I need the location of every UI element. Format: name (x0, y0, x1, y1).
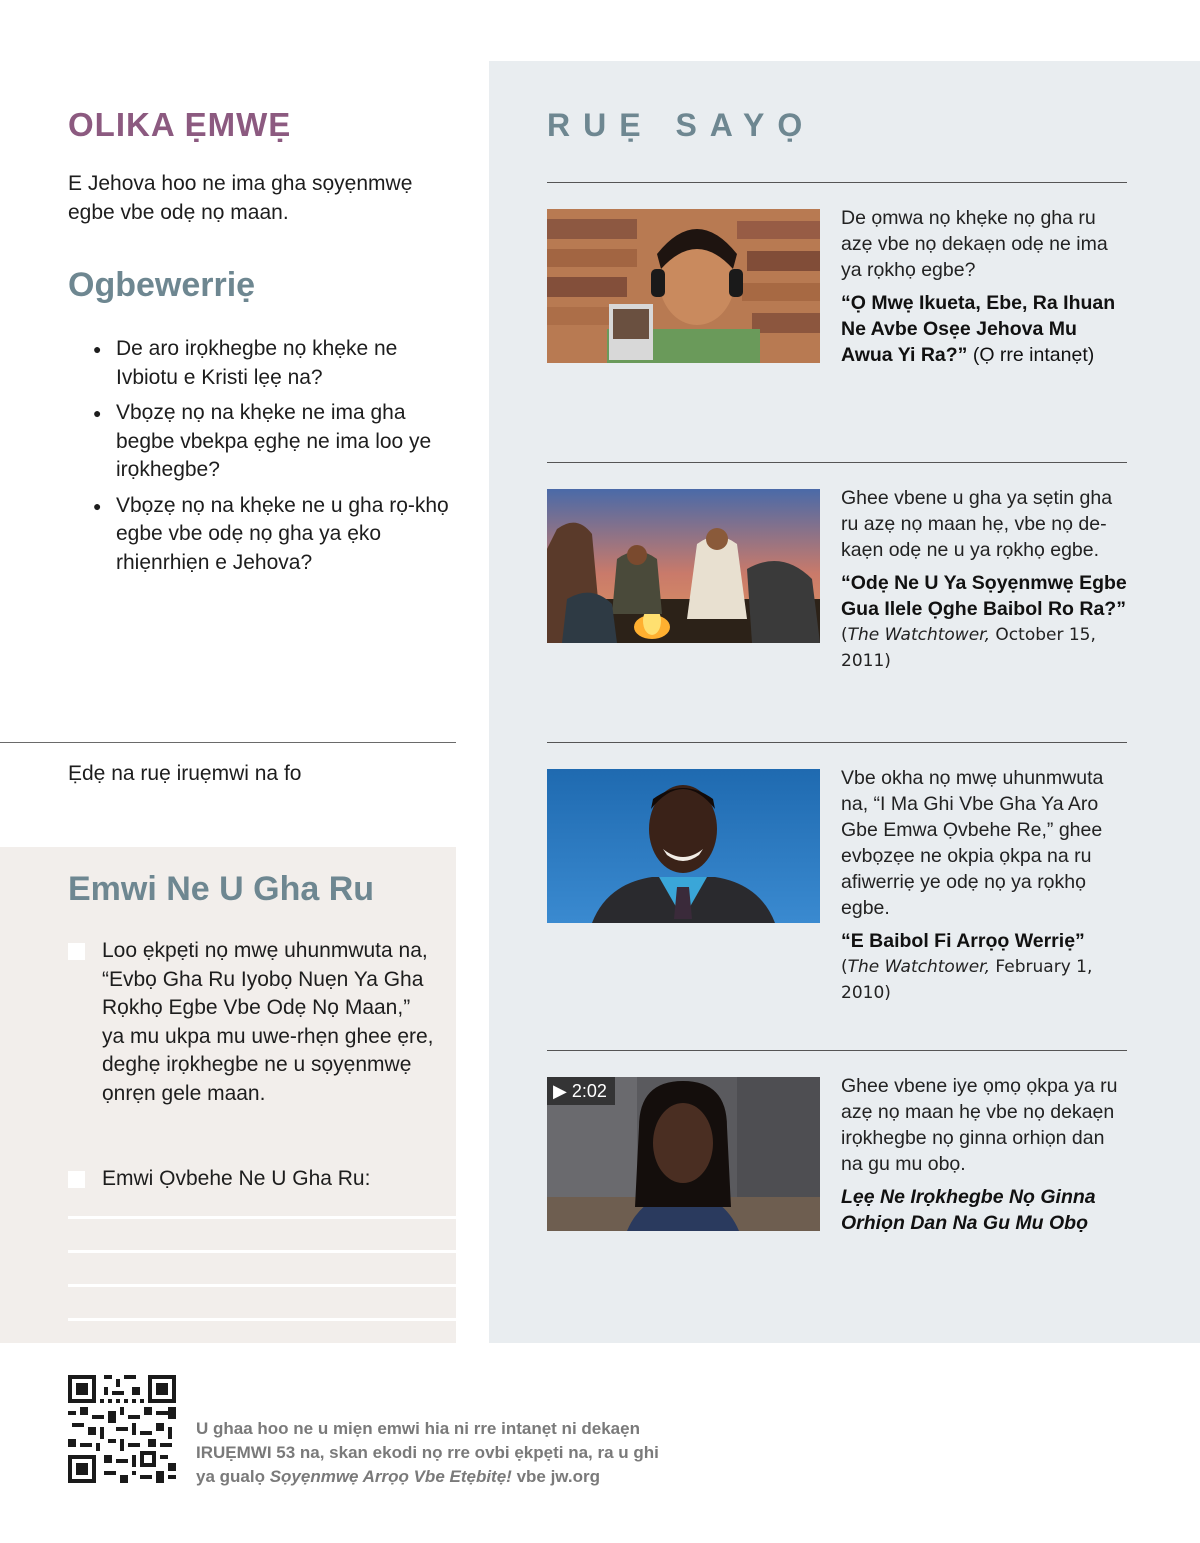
thumbnail-image (547, 489, 820, 643)
item-description: Ghee vbene u gha ya sẹtin gha ru azẹ nọ maan hẹ, vbe nọ de-kaẹn odẹ ne u ya rọkhọ egbe. (841, 487, 1113, 561)
checkbox[interactable] (68, 943, 85, 960)
item-source: (Ọ rre intanẹt) (967, 344, 1095, 366)
footer-line: ya gualọ Sọyẹnmwẹ Arrọọ Vbe Etẹbitẹ! vbe jw.org (196, 1467, 601, 1486)
footer-line: U ghaa hoo ne u miẹn emwi hia ni rre intanẹt ni dekaẹn (196, 1419, 640, 1438)
key-scripture-heading: OLIKA ẸMWẸ (68, 106, 292, 143)
article-thumbnail-smiling-man[interactable] (547, 769, 820, 923)
task-text: Loo ẹkpẹti nọ mwẹ uhunmwuta na, “Evbọ Gha Ru Iyobọ Nuẹn Ya Gha Rọkhọ Egbe Vbe Odẹ Nọ Maan,” ya mu ukpa mu uwe-rhẹn ghee ẹre, deghẹ irọkhegbe ne u sọyẹnmwẹ ọnrẹn gele maan. (102, 939, 434, 1105)
writing-line[interactable] (68, 1318, 456, 1321)
reading-item (841, 1073, 1131, 1236)
article-thumbnail-campfire[interactable] (547, 489, 820, 643)
thumbnail-image (547, 209, 820, 363)
item-description: Ghee vbene iye ọmọ ọkpa ya ru azẹ nọ maan hẹ vbe nọ dekaẹn irọkhegbe nọ ginna orhiọn dan na gu mu obọ. (841, 1075, 1118, 1175)
reading-item (841, 485, 1131, 674)
publication-link[interactable]: Sọyẹnmwẹ Arrọọ Vbe Etẹbitẹ! (269, 1467, 512, 1486)
footer-line: IRUẸMWI 53 na, skan ekodi nọ rre ovbi ẹkpẹti na, ra u ghi (196, 1443, 659, 1462)
item-description: De ọmwa nọ khẹke nọ gha ru azẹ vbe nọ dekaẹn odẹ ne ima ya rọkhọ egbe? (841, 207, 1108, 281)
thumbnail-image (547, 769, 820, 923)
question-item: ● Vbọzẹ nọ na khẹke ne u gha rọ-khọ egbe vbe odẹ nọ gha ya ẹko rhiẹnrhiẹn e Jehova? (93, 492, 453, 578)
divider (547, 462, 1127, 463)
video-thumbnail-woman[interactable] (547, 1077, 820, 1231)
divider (547, 1050, 1127, 1051)
writing-line[interactable] (68, 1250, 456, 1253)
questions-heading: Ogbewerriẹ (68, 266, 256, 304)
questions-list (93, 335, 453, 584)
task-item (68, 1165, 438, 1194)
qr-code-graphic (68, 1375, 176, 1483)
divider (547, 742, 1127, 743)
item-reference: (The Watchtower, February 1, 2010) (841, 957, 1093, 1003)
qr-code-icon[interactable] (68, 1375, 176, 1483)
item-description: Vbe okha nọ mwẹ uhunmwuta na, “I Ma Ghi Vbe Gha Ya Aro Gbe Emwa Ọvbehe Re,” ghee evbọzẹe ne okpia ọkpa na ru afiwerriẹ ye odẹ nọ ya rọkhọ egbe. (841, 767, 1104, 919)
question-item: ● De aro irọkhegbe nọ khẹke ne Ivbiotu e Kristi lẹẹ na? (93, 335, 453, 392)
tasks-heading: Emwi Ne U Gha Ru (68, 870, 375, 908)
task-text: Emwi Ọvbehe Ne U Gha Ru: (102, 1167, 371, 1190)
checkbox[interactable] (68, 1171, 85, 1188)
item-title-link[interactable] (841, 290, 1131, 368)
further-reading-heading: RUẸ SAYỌ (547, 107, 816, 143)
item-title-link[interactable]: Lẹẹ Ne Irọkhegbe Nọ Ginna Orhiọn Dan Na Gu Mu Obọ (841, 1186, 1096, 1234)
item-reference: (The Watchtower, October 15, 2011) (841, 625, 1096, 671)
key-scripture-text: E Jehova hoo ne ima gha sọyẹnmwẹ egbe vbe odẹ nọ maan. (68, 172, 413, 224)
completion-date-label: Ẹdẹ na ruẹ iruẹmwi na fo (68, 762, 302, 785)
item-title: “Ọ Mwẹ Ikueta, Ebe, Ra Ihuan Ne Avbe Osẹe Jehova Mu Awua Yi Ra?” (841, 292, 1116, 366)
item-title-link[interactable]: “E Baibol Fi Arrọọ Werriẹ” (841, 930, 1085, 952)
footer-note (196, 1417, 716, 1489)
question-item: ● Vbọzẹ nọ na khẹke ne ima gha begbe vbekpa ẹghẹ ne ima loo ye irọkhegbe? (93, 399, 453, 485)
writing-line[interactable] (68, 1284, 456, 1287)
video-duration-badge: ▶ 2:02 (547, 1077, 615, 1105)
divider (0, 742, 456, 743)
item-title-link[interactable]: “Odẹ Ne U Ya Sọyẹnmwẹ Egbe Gua Ilele Ọghe Baibol Ro Ra?” (841, 572, 1127, 620)
reading-item (841, 765, 1131, 1006)
article-thumbnail-teen-headphones[interactable] (547, 209, 820, 363)
reading-item (841, 205, 1131, 368)
writing-line[interactable] (68, 1216, 456, 1219)
task-item (68, 937, 438, 1108)
divider (547, 182, 1127, 183)
